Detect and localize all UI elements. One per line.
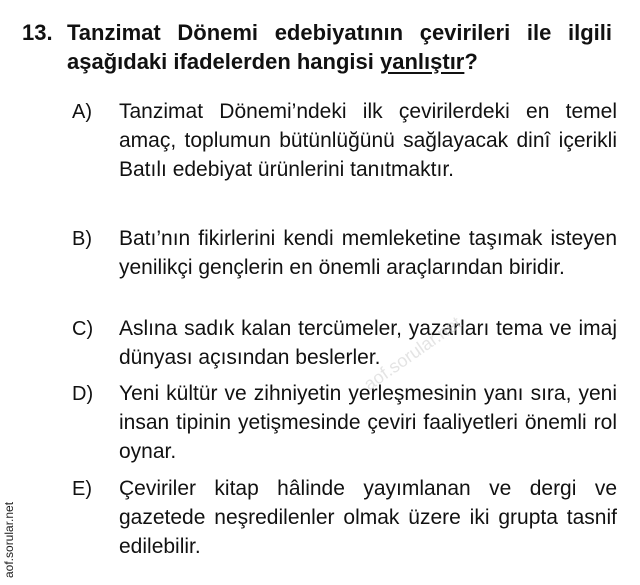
option-a-letter: A) bbox=[72, 101, 92, 123]
side-site-label: aof.sorular.net bbox=[2, 501, 16, 578]
option-e-text: Çeviriler kitap hâlinde yayımlanan ve dergi ve gazetede neşredilenler olmak üzere iki grupta tasnif edilebilir. bbox=[119, 477, 617, 558]
question-stem-underlined: yanlıştır bbox=[380, 49, 465, 74]
option-a-text: Tanzimat Dönemi’ndeki ilk çevirilerdeki en temel amaç, toplumun bütünlüğünü sağlayacak dinî içerikli Batılı edebiyat ürünlerini tanıtmaktır. bbox=[119, 100, 617, 181]
option-b-text: Batı’nın fikirlerini kendi memleketine taşımak isteyen yenilikçi gençlerin en önemli araçlarından biridir. bbox=[119, 227, 617, 279]
option-b-letter: B) bbox=[72, 228, 92, 250]
question-number: 13. bbox=[22, 20, 53, 45]
question-stem-end: ? bbox=[464, 49, 478, 74]
option-d-text: Yeni kültür ve zihniyetin yerleşmesinin yanı sıra, yeni insan tipinin yetişmesinde çeviri faaliyetleri önemli rol oynar. bbox=[119, 382, 617, 463]
option-c-letter: C) bbox=[72, 318, 94, 340]
question-stem-text: Tanzimat Dönemi edebiyatının çevirileri ile ilgili aşağıdaki ifadelerden hangisi bbox=[67, 20, 612, 74]
option-e-letter: E) bbox=[72, 478, 92, 500]
option-d-letter: D) bbox=[72, 383, 94, 405]
question-stem bbox=[67, 18, 612, 76]
watermark: aof.sorular.net bbox=[360, 312, 465, 395]
option-c-text: Aslına sadık kalan tercümeler, yazarları tema ve imaj dünyası açısından beslerler. bbox=[119, 317, 617, 369]
